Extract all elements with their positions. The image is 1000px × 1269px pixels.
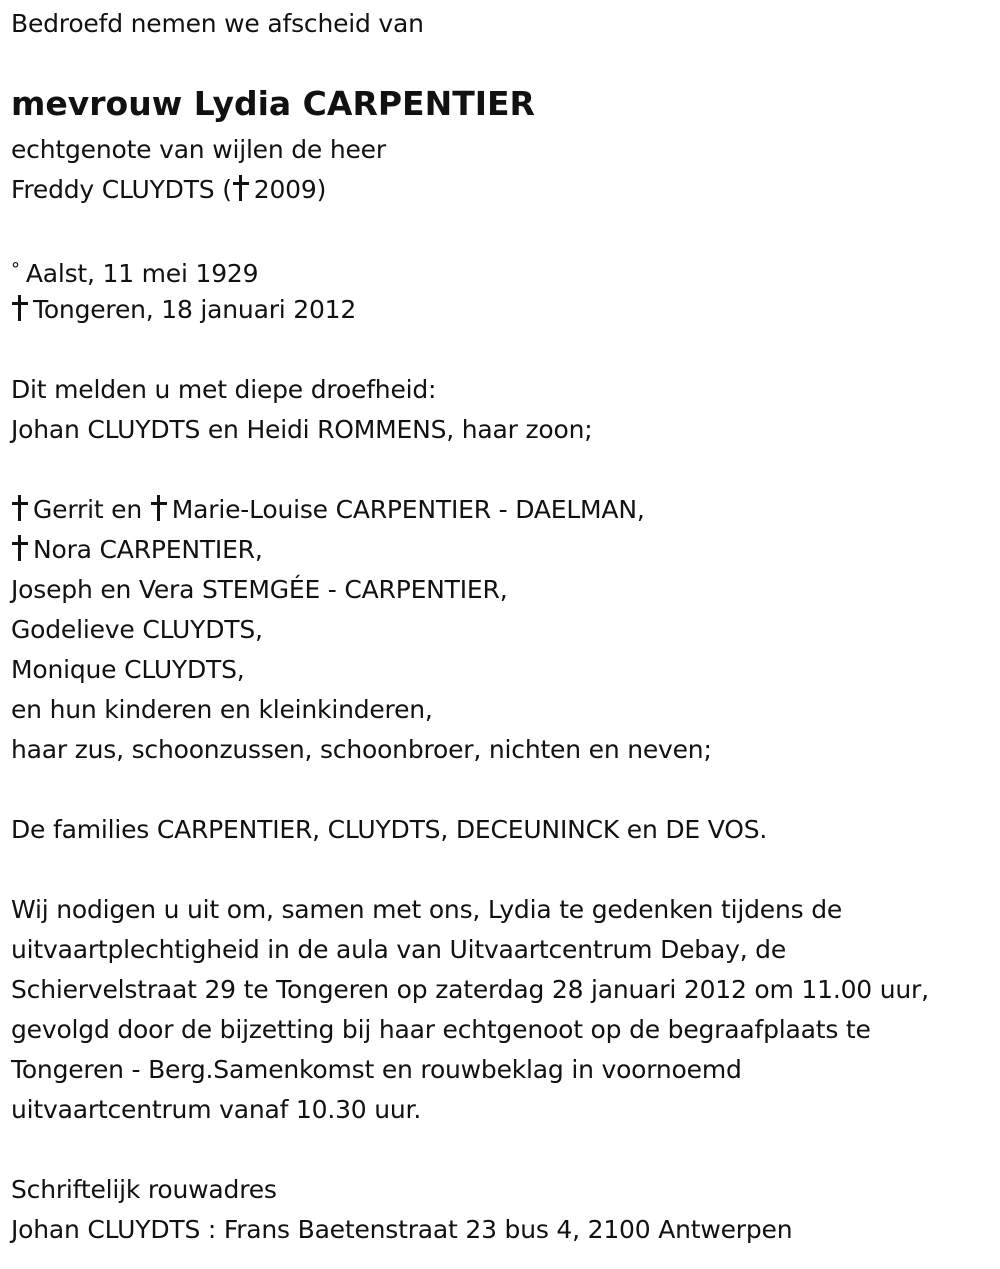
spacer bbox=[11, 770, 996, 810]
spacer bbox=[11, 210, 996, 250]
intro-text: Bedroefd nemen we afscheid van bbox=[11, 9, 424, 38]
cross-icon bbox=[11, 535, 29, 561]
family-line-2 bbox=[11, 530, 996, 570]
family-line-1 bbox=[11, 490, 996, 530]
invitation-line-5: Tongeren - Berg.Samenkomst en rouwbeklag in voornoemd bbox=[11, 1055, 742, 1084]
obituary-notice bbox=[11, 0, 996, 1250]
invitation-line-4: gevolgd door de bijzetting bij haar echtgenoot op de begraafplaats te bbox=[11, 1015, 871, 1044]
cross-icon bbox=[232, 175, 250, 201]
death-line bbox=[11, 290, 996, 330]
family-line-3: Joseph en Vera STEMGÉE - CARPENTIER, bbox=[11, 575, 508, 604]
spacer bbox=[11, 450, 996, 490]
family-line-7: haar zus, schoonzussen, schoonbroer, nichten en neven; bbox=[11, 735, 712, 764]
death-place-date: Tongeren, 18 januari 2012 bbox=[33, 295, 357, 324]
address-text: Johan CLUYDTS : Frans Baetenstraat 23 bus 4, 2100 Antwerpen bbox=[11, 1215, 793, 1244]
spouse-name: Freddy CLUYDTS ( bbox=[11, 175, 232, 204]
birth-symbol: ° bbox=[11, 259, 20, 280]
family-line-6: en hun kinderen en kleinkinderen, bbox=[11, 695, 433, 724]
invitation-line-6: uitvaartcentrum vanaf 10.30 uur. bbox=[11, 1095, 422, 1124]
announcement-son: Johan CLUYDTS en Heidi ROMMENS, haar zoon; bbox=[11, 415, 593, 444]
family-line-5: Monique CLUYDTS, bbox=[11, 655, 245, 684]
spacer bbox=[11, 330, 996, 370]
spacer bbox=[11, 1130, 996, 1170]
spouse-line-2 bbox=[11, 170, 996, 210]
spacer bbox=[11, 850, 996, 890]
family-line-4: Godelieve CLUYDTS, bbox=[11, 615, 263, 644]
family-name-c: Nora CARPENTIER, bbox=[33, 535, 263, 564]
spouse-death-year: 2009) bbox=[253, 175, 327, 204]
invitation-line-3: Schiervelstraat 29 te Tongeren op zaterdag 28 januari 2012 om 11.00 uur, bbox=[11, 975, 929, 1004]
family-name-a: Gerrit en bbox=[33, 495, 142, 524]
announcement-heading: Dit melden u met diepe droefheid: bbox=[11, 375, 437, 404]
spouse-line-1: echtgenote van wijlen de heer bbox=[11, 135, 386, 164]
cross-icon bbox=[11, 295, 29, 321]
cross-icon bbox=[150, 495, 168, 521]
address-heading: Schriftelijk rouwadres bbox=[11, 1175, 277, 1204]
invitation-line-2: uitvaartplechtigheid in de aula van Uitvaartcentrum Debay, de bbox=[11, 935, 787, 964]
cross-icon bbox=[11, 495, 29, 521]
deceased-name: mevrouw Lydia CARPENTIER bbox=[11, 84, 535, 123]
families-line: De families CARPENTIER, CLUYDTS, DECEUNINCK en DE VOS. bbox=[11, 815, 768, 844]
family-name-b: Marie-Louise CARPENTIER - DAELMAN, bbox=[171, 495, 645, 524]
birth-line bbox=[11, 250, 996, 290]
invitation-line-1: Wij nodigen u uit om, samen met ons, Lydia te gedenken tijdens de bbox=[11, 895, 843, 924]
birth-place-date: Aalst, 11 mei 1929 bbox=[25, 259, 259, 288]
